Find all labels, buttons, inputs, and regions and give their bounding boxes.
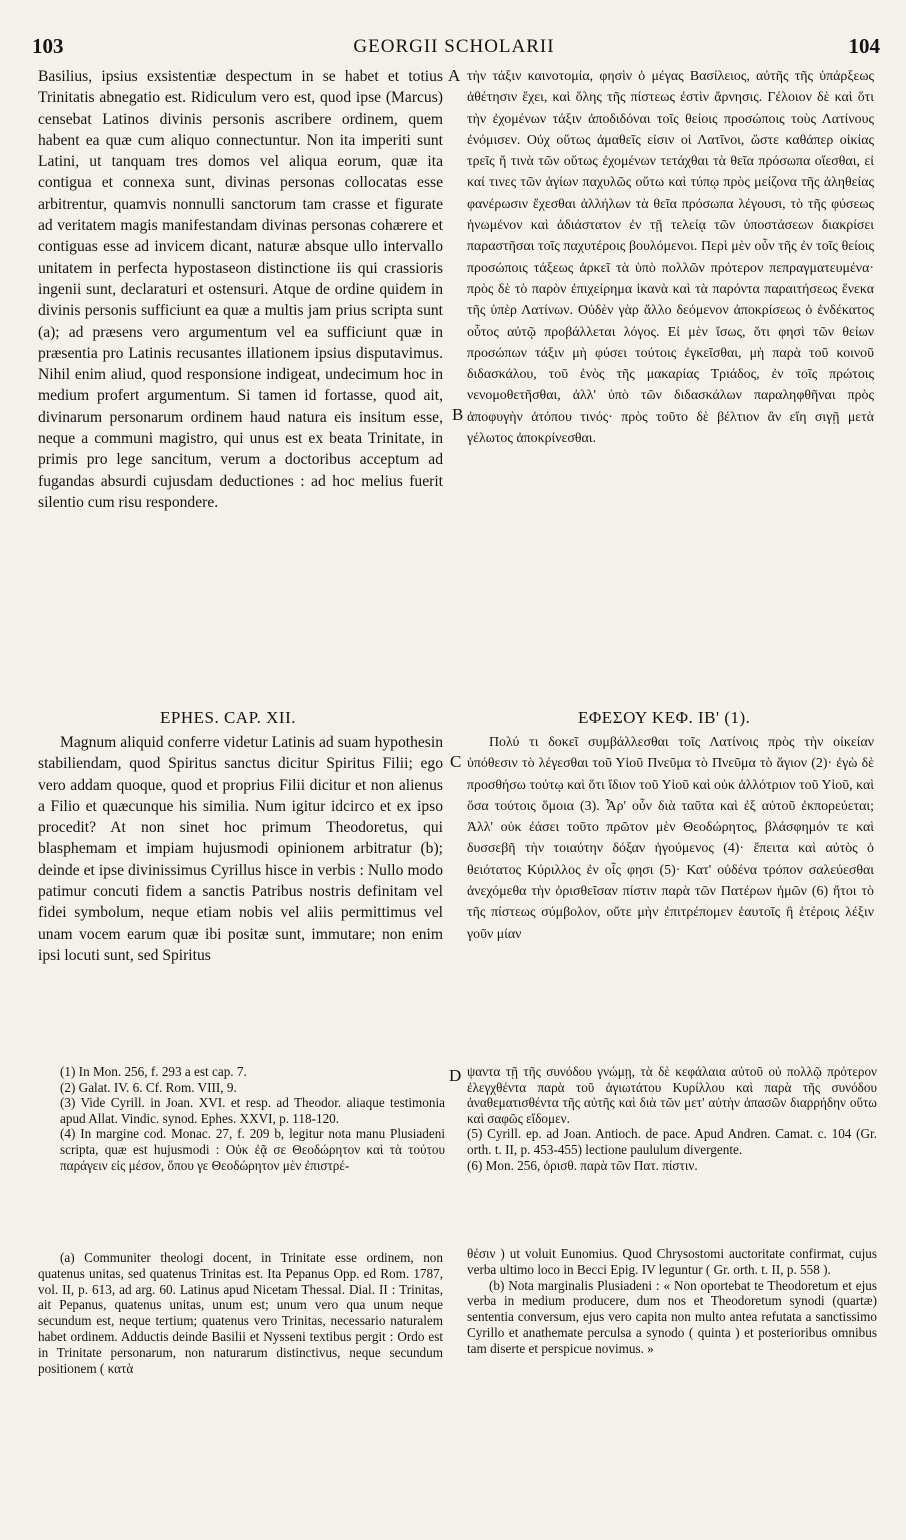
footnote: (4) In margine cod. Monac. 27, f. 209 b, legitur nota manu Plusiadeni scripta, quæ est hujusmodi : Οὐκ ἐᾷ σε Θεοδώρητον καὶ τὰ τούτου παράγειν εἰς μέσον, ὅπου γε Θεοδώρητον μὲν ἐπιστρέ- — [60, 1126, 445, 1173]
footnote: (3) Vide Cyrill. in Joan. XVI. et resp. ad Theodor. aliaque testimonia apud Allat. Vindic. synod. Ephes. XXVI, p. 118-120. — [60, 1095, 445, 1126]
latin-column-main — [38, 66, 443, 513]
chapter-heading-latin: EPHES. CAP. XII. — [160, 708, 296, 727]
latin-paragraph: Basilius, ipsius exsistentiæ despectum in se habet et totius Trinitatis abnegatio est. Ridiculum vero est, quod ipse (Marcus) censebat Latinos divinis personis ascribere ordinem, quem habent ea quæ cum aliquo connectuntur. Non ita imperiti sunt Latini, ut tanquam tres domos vel aliqua eorum, quæ ita contigua et connexa sunt, divinas personas collocatas esse arbitrentur, quamvis nonnulli sanctorum tam crasse et figurate ad veritatem magis manifestandam divinas personas cohærere et contiguas esse ad invicem dicant, naturæ absque ullo intervallo unitatem in perfecta hypostaseon distinctione iis qui crassioris ingenii sunt, declaraturi et ostensuri. Atque de ordine quidem in divinis personis sufficiunt ea quæ a multis jam prius scripta sunt (a); ad præsens vero argumentum vel ea sufficiunt quæ in præsentia pro Latinis recusantes illationem ipsius disputavimus. Nihil enim aliud, quod responsione indigeat, undecimum hoc in medium profert argumentum. Si tamen id fortasse, quod ait, divinarum personarum ordinem haud natura eis insitum esse, neque a communi magistro, qui unus est ex beata Trinitate, in primis pro lege sancitum, verum a doctoribus acceptum ad fugandas absurdi cujusdam deductiones : ad hoc melius fuerit silentio cum risu respondere. — [38, 68, 443, 511]
page-header — [28, 34, 880, 60]
footnote: (6) Mon. 256, ὁρισθ. παρὰ τῶν Πατ. πίστιν. — [467, 1157, 698, 1173]
footnote: ψαντα τῇ τῆς συνόδου γνώμῃ, τὰ δὲ κεφάλαια αὐτοῦ οὐ πολλῷ πρότερον ἐλεγχθέντα παρὰ τοῦ ἁγιωτάτου Κυρίλλου καὶ παρὰ τῆς συνόδου ἀναθεματισθέντα τῆς αὐτῆς καὶ διὰ τῶν μετ' αὐτὴν ἁπασῶν διαρρήδην οὕτω καὶ σαφῶς εἴδομεν. — [467, 1064, 877, 1126]
margin-marker-a: A — [448, 66, 461, 85]
editor-note-right — [467, 1246, 877, 1357]
greek-column-main — [467, 66, 874, 449]
chapter-heading-greek: ΕΦΕΣΟΥ ΚΕΦ. ΙΒ' (1). — [578, 708, 751, 727]
margin-marker-d: D — [449, 1066, 462, 1085]
latin-chapter-paragraph: Magnum aliquid conferre videtur Latinis ad suam hypothesin stabiliendam, quod Spiritus sanctus dicitur Spiritus Filii; ego vero addam quoque, quod et proprius Filii dicitur et non alienus a Filio et quæcunque his similia. Num igitur idcirco et ex ipso procedit? At non sinet hoc primum Theodoretus, qui blasphemam et impiam hujusmodi opinionem arbitratur (b); deinde et ipse divinissimus Cyrillus hisce in verbis : Nullo modo patimur concuti fidem a sanctis Patribus nostris definitam vel fidei symbolum, neque etiam nobis vel aliis permittimus vel unam vocem earum quæ ibi positæ sunt, immutare; non enim ipsi locuti sunt, sed Spiritus — [38, 734, 443, 964]
editor-note-a-continued: θέσιν ) ut voluit Eunomius. Quod Chrysostomi auctoritate confirmat, cujus verba ultimo loco in Becci Epig. IV leguntur ( Gr. orth. t. II, p. 558 ). — [467, 1246, 877, 1277]
page-number-right: 104 — [848, 34, 880, 58]
footnote: (2) Galat. IV. 6. Cf. Rom. VIII, 9. — [60, 1079, 237, 1095]
latin-column-chapter — [38, 732, 443, 966]
greek-paragraph: τὴν τάξιν καινοτομία, φησὶν ὁ μέγας Βασίλειος, αὐτῆς τῆς ὑπάρξεως ἀθέτησιν ἔχει, καὶ ὅλης τῆς πίστεως ἐστὶν ἄρνησις. Γέλοιον δὲ καὶ ὅτι τὴν ἐχομένων τάξιν ἀποδιδόναι τοῖς θείοις προσώποις τοὺς Λατίνους ἐνόμισεν. Οὐχ οὕτως ἀμαθεῖς εἰσιν οἱ Λατῖνοι, ὥστε καθάπερ οἰκίας τρεῖς ἤ τινὰ τῶν οὕτως ἐχομένων τετάχθαι τὰ θεῖα πρόσωπα οἴεσθαι, εἰ καί τινες τῶν ἁγίων παχυλῶς οὕτω καὶ τύπῳ πρὸς μείζονα τῆς ἀληθείας φανέρωσιν ἔχεσθαι ἀλλήλων τὰ θεῖα πρόσωπα λέγουσι, τὸ τῆς φύσεως ἡνωμένον καὶ ἀδιάστατον ἐν τῇ τελείᾳ τῶν ὑποστάσεων διακρίσει παραστῆσαι τοῖς παχυτέροις βουλόμενοι. Περὶ μὲν οὖν τῆς ἐν τοῖς θείοις προσώποις τάξεως ἀρκεῖ τὰ ὑπὸ πολλῶν πρότερον πεπραγματευμένα· πρὸς δὲ τὸ παρὸν ἐπιχείρημα ἱκανὰ καὶ τὰ παρόντα παραιτήσεως ἕνεκα τῆς ὑπὲρ Λατίνων. Οὐδὲν γὰρ ἄλλο δεόμενον ἀποκρίσεως ὁ ἑνδέκατος οὗτος αὐτῷ προβάλλεται λόγος. Εἰ μὲν ἴσως, ὅτι φησὶ τῶν θείων προσώπων τάξιν μὴ φύσει τούτοις ἐγκεῖσθαι, μὴ παρὰ τοῦ κοινοῦ διδασκάλου, τοῦ ἑνὸς τῆς μακαρίας Τριάδος, ἐν τοῖς πρώτοις νενομοθετῆσθαι, ἀλλ' ὑπὸ τῶν διδασκάλων παραληφθῆναι πρὸς ἀποφυγὴν ἀτόπου τινός· πρὸς τοῦτο δὲ βέλτιον ἂν εἴη σιγῇ μετὰ γέλωτος ἀποκρίνεσθαι. — [467, 69, 874, 447]
greek-chapter-paragraph: Πολύ τι δοκεῖ συμβάλλεσθαι τοῖς Λατίνοις πρὸς τὴν οἰκείαν ὑπόθεσιν τὸ λέγεσθαι τοῦ Υἱοῦ Πνεῦμα τὸ Πνεῦμα τὸ ἅγιον (2)· ἐγὼ δὲ προσθήσω τούτῳ καὶ ὅτι ἴδιον τοῦ Υἱοῦ καὶ οὐκ ἀλλότριον τοῦ Υἱοῦ, καὶ ὅσα τούτοις ὅμοια (3). Ἆρ' οὖν διὰ ταῦτα καὶ ἐξ αὐτοῦ ἐκπορεύεται; Ἀλλ' οὐκ ἐάσει τοῦτο πρῶτον μὲν Θεοδώρητος, βλάσφημόν τε καὶ δυσσεβῆ τὴν τοιαύτην δόξαν ἡγούμενος (4)· ἔπειτα καὶ αὐτὸς ὁ θειότατος Κύριλλος ἐν οἷς φησι (5)· Κατ' οὐδένα τρόπον σαλεύεσθαι ἀνεχόμεθα τὴν ὁρισθεῖσαν πίστιν παρὰ τῶν Πατέρων ἡμῶν (6) ἤτοι τὸ τῆς πίστεως σύμβολον, οὔτε μὴν ἐπιτρέπομεν ἑαυτοῖς ἢ ἑτέροις λέξιν γοῦν μίαν — [467, 735, 874, 942]
running-title: GEORGII SCHOLARII — [353, 36, 555, 57]
footnote: (1) In Mon. 256, f. 293 a est cap. 7. — [60, 1064, 247, 1079]
page-number-left: 103 — [32, 34, 64, 58]
footnote: (5) Cyrill. ep. ad Joan. Antioch. de pace. Apud Andren. Camat. c. 104 (Gr. orth. t. II, p. 453-455) lectione paululum divergente. — [467, 1126, 877, 1157]
editor-note-b: (b) Nota marginalis Plusiadeni : « Non oportebat te Theodoretum et ejus verba in medium producere, dum nos et Theodoretum synodi (quartæ) sententia conversum, ejus vero capita non multo antea refutata a sanctissimo Cyrillo et anathemate perculsa a synodo ( quinta ) et posterioribus omnibus tam diserte et perspicue novimus. » — [467, 1277, 877, 1356]
margin-marker-b: B — [452, 405, 464, 424]
editor-note-left — [38, 1250, 443, 1376]
footnotes-left — [60, 1064, 445, 1173]
footnotes-right — [467, 1064, 877, 1173]
editor-note-a: (a) Communiter theologi docent, in Trinitate esse ordinem, non quatenus unitas, sed quatenus Trinitas est. Ita Pepanus Opp. ed Rom. 1787, vol. II, p. 613, ad arg. 60. Latinus apud Nicetam Thessal. Dial. II : Trinitas, ait Pepanus, quatenus unitas, unum est; unum vero qua unum neque secundum est, neque tertium; quatenus vero Trinitas, necessario naturalem habet ordinem. Adductis deinde Basilii et Nysseni textibus pergit : Ordo est in Trinitate personarum, non naturarum distinctivus, neque secundum positionem ( κατὰ — [38, 1250, 443, 1376]
margin-marker-c: C — [450, 752, 462, 771]
greek-column-chapter — [467, 732, 874, 945]
